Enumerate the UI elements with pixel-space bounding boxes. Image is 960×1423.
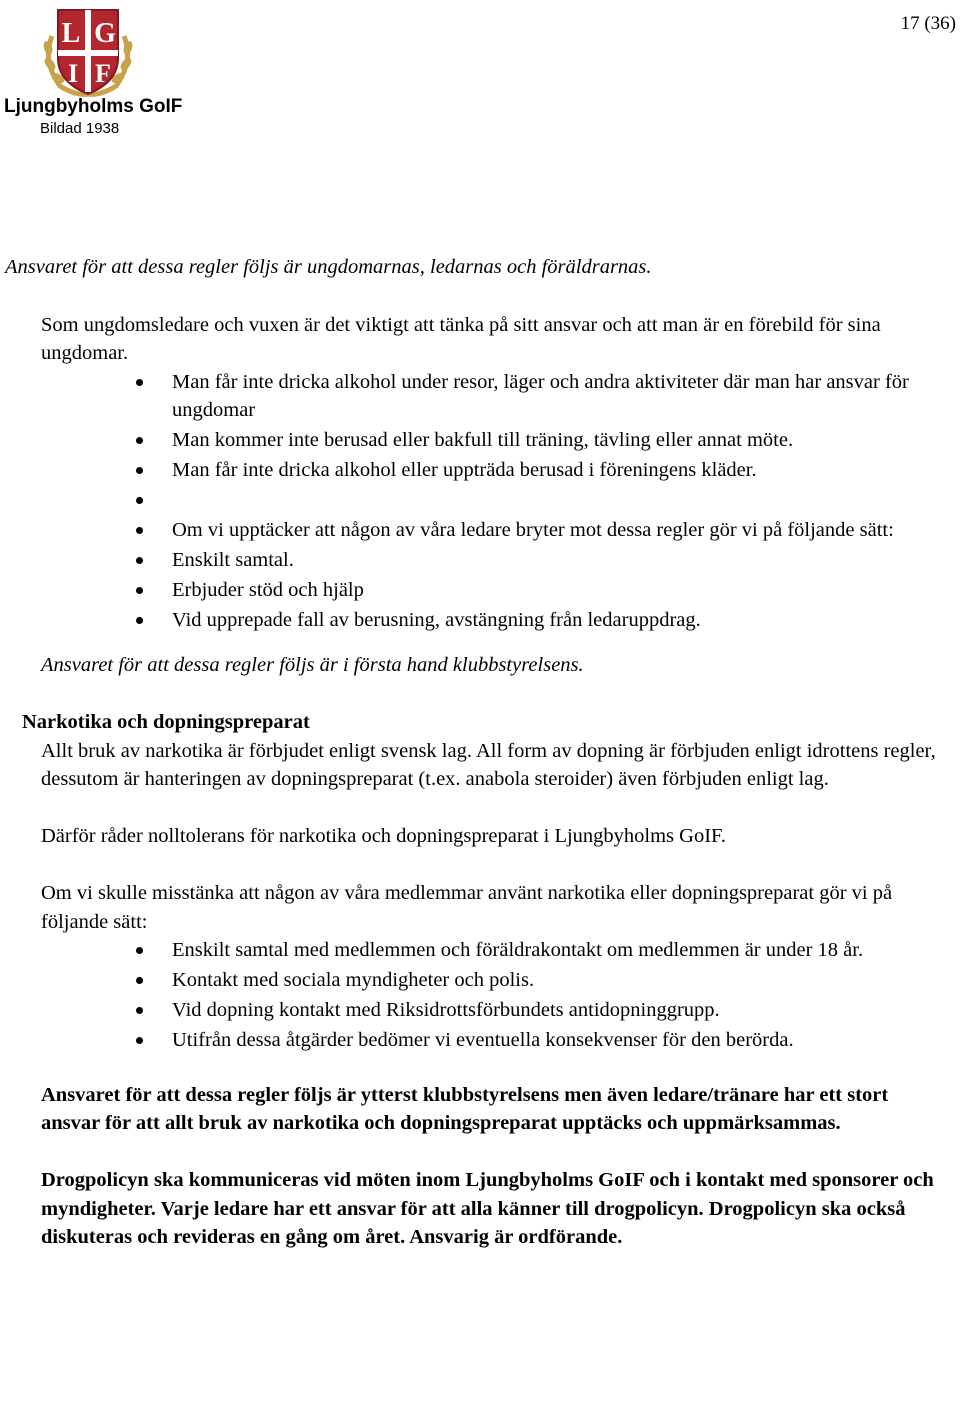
list-item: Om vi upptäcker att någon av våra ledare bryter mot dessa regler gör vi på följande sätt: [0, 516, 960, 545]
alcohol-intro: Ansvaret för att dessa regler följs är ungdomarnas, ledarnas och föräldrarnas. [5, 256, 652, 278]
bullet-icon [136, 379, 143, 386]
alcohol-rules-list [0, 368, 960, 635]
club-name: Ljungbyholms GoIF [4, 96, 183, 117]
list-item: Enskilt samtal med medlemmen och föräldrakontakt om medlemmen är under 18 år. [0, 936, 960, 965]
logo-letter-l: L [61, 18, 81, 49]
bullet-icon [136, 527, 143, 534]
drug-policy-communication: Drogpolicyn ska kommuniceras vid möten inom Ljungbyholms GoIF och i kontakt med sponsorer och myndigheter. Varje ledare har ett ansvar för att alla känner till drogpolicyn. Drogpolicyn ska också diskuteras och revideras en gång om året. Ansvarig är ordförande. [41, 1169, 934, 1248]
bullet-icon [136, 1007, 143, 1014]
alcohol-responsibility: Ansvaret för att dessa regler följs är i första hand klubbstyrelsens. [41, 653, 584, 676]
list-item: Vid dopning kontakt med Riksidrottsförbundets antidopninggrupp. [0, 996, 960, 1025]
list-item: Kontakt med sociala myndigheter och polis. [0, 966, 960, 995]
bullet-icon [136, 497, 143, 504]
list-item: Man får inte dricka alkohol under resor, läger och andra aktiviteter där man har ansvar för ungdomar [0, 368, 960, 425]
narcotics-responsibility: Ansvaret för att dessa regler följs är ytterst klubbstyrelsens men även ledare/tränare har ett stort ansvar för att allt bruk av narkotika och dopningspreparat upptäcks och uppmärksammas. [41, 1083, 889, 1134]
narcotics-paragraph-2: Därför råder nolltolerans för narkotika och dopningspreparat i Ljungbyholms GoIF. [41, 825, 726, 847]
leader-paragraph: Som ungdomsledare och vuxen är det viktigt att tänka på sitt ansvar och att man är en förebild för sina ungdomar. [41, 313, 881, 364]
narcotics-actions-list [0, 936, 960, 1055]
narcotics-paragraph-3: Om vi skulle misstänka att någon av våra medlemmar använt narkotika eller dopningspreparat gör vi på följande sätt: [41, 882, 893, 933]
bullet-icon [136, 1037, 143, 1044]
list-item: Man får inte dricka alkohol eller uppträda berusad i föreningens kläder. [0, 456, 960, 485]
club-founded: Bildad 1938 [40, 120, 120, 137]
club-logo-icon [38, 6, 138, 98]
bullet-icon [136, 437, 143, 444]
narcotics-paragraph-1: Allt bruk av narkotika är förbjudet enligt svensk lag. All form av dopning är förbjuden enligt idrottens regler, dessutom är hanteringen av dopningspreparat (t.ex. anabola steroider) även förbjuden enligt lag. [41, 739, 936, 790]
bullet-icon [136, 587, 143, 594]
list-item: Man kommer inte berusad eller bakfull till träning, tävling eller annat möte. [0, 426, 960, 455]
page-number: 17 (36) [900, 13, 956, 34]
logo-letter-g: G [94, 18, 116, 49]
document-body [0, 253, 960, 1252]
list-item: Erbjuder stöd och hjälp [0, 576, 960, 605]
bullet-icon [136, 977, 143, 984]
list-item: Vid upprepade fall av berusning, avstängning från ledaruppdrag. [0, 606, 960, 635]
list-item [0, 486, 960, 515]
logo-letter-i: I [67, 59, 79, 88]
bullet-icon [136, 467, 143, 474]
list-item: Enskilt samtal. [0, 546, 960, 575]
narcotics-heading: Narkotika och dopningspreparat [22, 711, 310, 733]
bullet-icon [136, 557, 143, 564]
bullet-icon [136, 947, 143, 954]
bullet-icon [136, 617, 143, 624]
list-item: Utifrån dessa åtgärder bedömer vi eventuella konsekvenser för den berörda. [0, 1026, 960, 1055]
logo-letter-f: F [95, 59, 111, 88]
